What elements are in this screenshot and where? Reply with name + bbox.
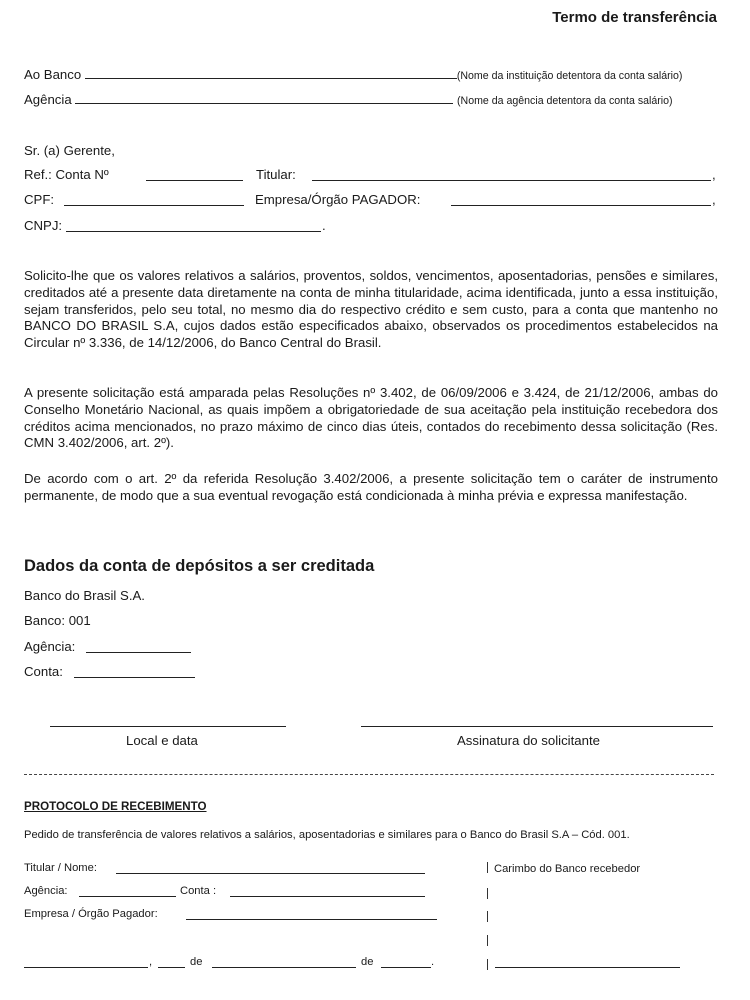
protocolo-agencia-field[interactable] [79, 885, 176, 897]
ao-banco-row [24, 66, 682, 82]
conta-field[interactable] [146, 168, 243, 181]
salutation: Sr. (a) Gerente, [24, 143, 115, 158]
protocolo-local-field[interactable] [24, 956, 148, 968]
paragraph-3: De acordo com o art. 2º da referida Resolução 3.402/2006, a presente solicitação tem o caráter de instrumento permanente, de modo que a sua eventual revogação está condicionada à minha prévia e expressa manifestação. [24, 471, 718, 503]
carimbo-border-5 [487, 956, 494, 974]
titular-label: Titular: [256, 167, 296, 182]
section-title: Dados da conta de depósitos a ser creditada [24, 557, 375, 575]
banco-codigo: Banco: 001 [24, 613, 91, 628]
cnpj-period: . [322, 218, 326, 233]
carimbo-pipe [487, 888, 488, 899]
conta-destino-field[interactable] [74, 665, 195, 678]
protocolo-mes-field[interactable] [212, 956, 356, 968]
ao-banco-hint: (Nome da instituição detentora da conta salário) [456, 70, 683, 82]
protocolo-conta-field[interactable] [230, 885, 425, 897]
agencia-destino-field[interactable] [86, 640, 191, 653]
carimbo-pipe [487, 959, 488, 970]
assinatura-line[interactable] [361, 726, 713, 727]
protocolo-dia-field[interactable] [158, 956, 185, 968]
empresa-field[interactable] [451, 193, 711, 206]
carimbo-border-2 [487, 885, 494, 903]
protocolo-titular-label: Titular / Nome: [24, 862, 97, 874]
protocolo-titular-field[interactable] [116, 862, 425, 874]
assinatura-label: Assinatura do solicitante [457, 733, 600, 748]
protocolo-conta-label: Conta : [180, 885, 217, 897]
cpf-comma: , [712, 192, 716, 207]
document-title: Termo de transferência [552, 9, 717, 26]
carimbo-label: Carimbo do Banco recebedor [494, 863, 641, 875]
protocolo-empresa-field[interactable] [186, 908, 437, 920]
protocolo-pedido: Pedido de transferência de valores relativos a salários, aposentadorias e similares para o Banco do Brasil S.A – Cód. 001. [24, 829, 630, 841]
carimbo-border-4 [487, 932, 494, 950]
carimbo-pipe [487, 911, 488, 922]
carimbo-row [487, 862, 640, 875]
ao-banco-field[interactable] [85, 66, 457, 79]
local-data-label: Local e data [126, 733, 198, 748]
protocolo-empresa-label: Empresa / Órgão Pagador: [24, 908, 158, 920]
carimbo-pipe [487, 935, 488, 946]
protocolo-comma: , [149, 956, 153, 968]
ref-comma: , [712, 167, 716, 182]
ao-banco-label: Ao Banco [24, 67, 82, 82]
cpf-field[interactable] [64, 193, 244, 206]
agencia-label: Agência [24, 92, 72, 107]
titular-field[interactable] [312, 168, 711, 181]
paragraph-1: Solicito-lhe que os valores relativos a salários, proventos, soldos, vencimentos, aposentadorias, pensões e similares, creditados até a presente data diretamente na conta de minha titularidade, acima identificada, junto a essa instituição, sejam transferidos, pelo seu total, no mesmo dia do respectivo crédito e sem custo, para a conta que mantenho no BANCO DO BRASIL S.A, cujos dados estão especificados abaixo, observados os procedimentos estabelecidos na Circular nº 3.336, de 14/12/2006, do Banco Central do Brasil. [24, 268, 718, 351]
carimbo-pipe [487, 862, 488, 873]
agencia-field[interactable] [75, 91, 453, 104]
protocolo-title: PROTOCOLO DE RECEBIMENTO [24, 800, 207, 813]
conta-destino-label: Conta: [24, 664, 63, 679]
protocolo-de-1: de [190, 956, 203, 968]
protocolo-agencia-label: Agência: [24, 885, 68, 897]
paragraph-2: A presente solicitação está amparada pelas Resoluções nº 3.402, de 06/09/2006 e 3.424, de 21/12/2006, ambas do Conselho Monetário Nacional, as quais impõem a obrigatoriedade de sua aceitação pela instituição recebedora dos créditos acima mencionados, no prazo máximo de cinco dias úteis, contados do recebimento dessa solicitação (Res. CMN 3.402/2006, art. 2º). [24, 385, 718, 451]
cut-line-divider [24, 774, 714, 775]
agencia-hint: (Nome da agência detentora da conta salário) [457, 95, 673, 107]
protocolo-de-2: de [361, 956, 374, 968]
ref-label: Ref.: Conta Nº [24, 167, 109, 182]
empresa-label: Empresa/Órgão PAGADOR: [255, 192, 421, 207]
cpf-label: CPF: [24, 192, 55, 207]
agencia-row [24, 91, 673, 107]
cnpj-field[interactable] [66, 219, 321, 232]
protocolo-ano-field[interactable] [381, 956, 431, 968]
cnpj-label: CNPJ: [24, 218, 63, 233]
banco-nome: Banco do Brasil S.A. [24, 588, 145, 603]
protocolo-period: . [431, 956, 435, 968]
carimbo-border-3 [487, 908, 494, 926]
agencia-destino-label: Agência: [24, 639, 76, 654]
carimbo-signature-field[interactable] [495, 956, 680, 968]
local-data-line[interactable] [50, 726, 286, 727]
